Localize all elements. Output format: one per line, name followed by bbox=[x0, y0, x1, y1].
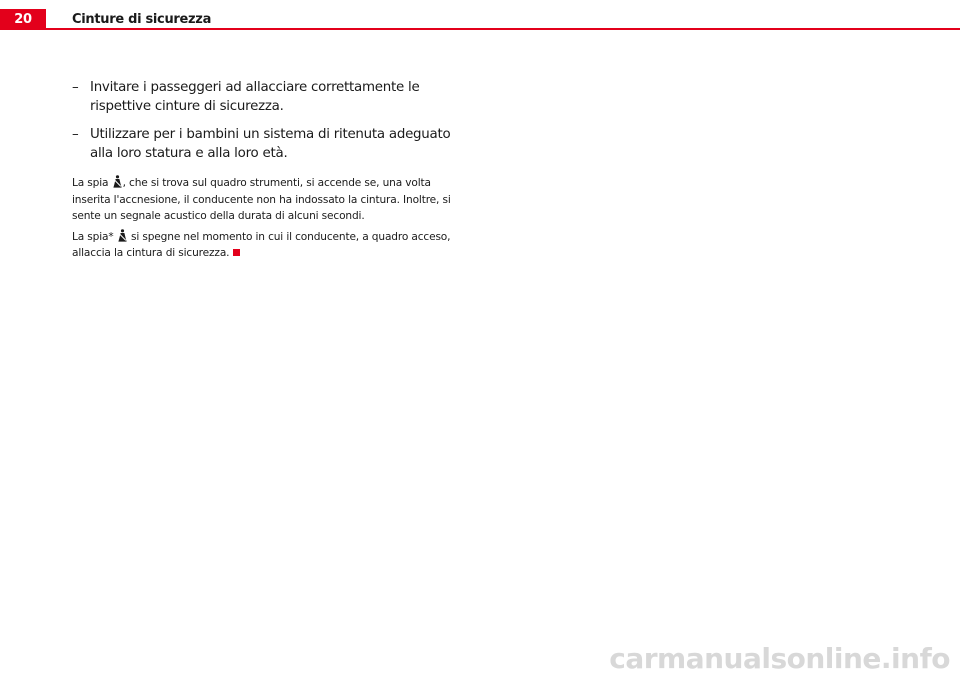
paragraph-text: si spegne nel momento in cui il conducente, a quadro acceso, allaccia la cintura di sicurezza. bbox=[72, 230, 451, 259]
watermark: carmanualsonline.info bbox=[609, 642, 950, 675]
step-text: Utilizzare per i bambini un sistema di ritenuta adeguato alla loro statura e alla loro età. bbox=[90, 127, 451, 161]
instruction-step-2 bbox=[72, 125, 472, 163]
page-content bbox=[72, 78, 472, 262]
page-number: 20 bbox=[0, 9, 46, 30]
page-header bbox=[0, 0, 960, 30]
header-rule bbox=[46, 28, 960, 30]
step-dash: – bbox=[72, 80, 79, 95]
instruction-step-1 bbox=[72, 78, 472, 116]
paragraph-text: La spia bbox=[72, 177, 112, 189]
paragraph-text: La spia* bbox=[72, 230, 117, 243]
end-of-section-icon bbox=[233, 249, 240, 256]
warning-light-paragraph bbox=[72, 175, 472, 225]
step-text: Invitare i passeggeri ad allacciare correttamente le rispettive cinture di sicurezza. bbox=[90, 80, 420, 114]
paragraph-text: , che si trova sul quadro strumenti, si accende se, una volta inserita l'accnesione, il conducente non ha indossato la cintura. Inoltre, si sente un segnale acustico della durata di alcuni secondi. bbox=[72, 177, 451, 222]
step-dash: – bbox=[72, 127, 79, 142]
page-title: Cinture di sicurezza bbox=[72, 12, 212, 27]
seatbelt-warning-icon bbox=[113, 175, 122, 188]
warning-light-off-paragraph bbox=[72, 229, 472, 262]
seatbelt-warning-icon bbox=[118, 229, 127, 242]
